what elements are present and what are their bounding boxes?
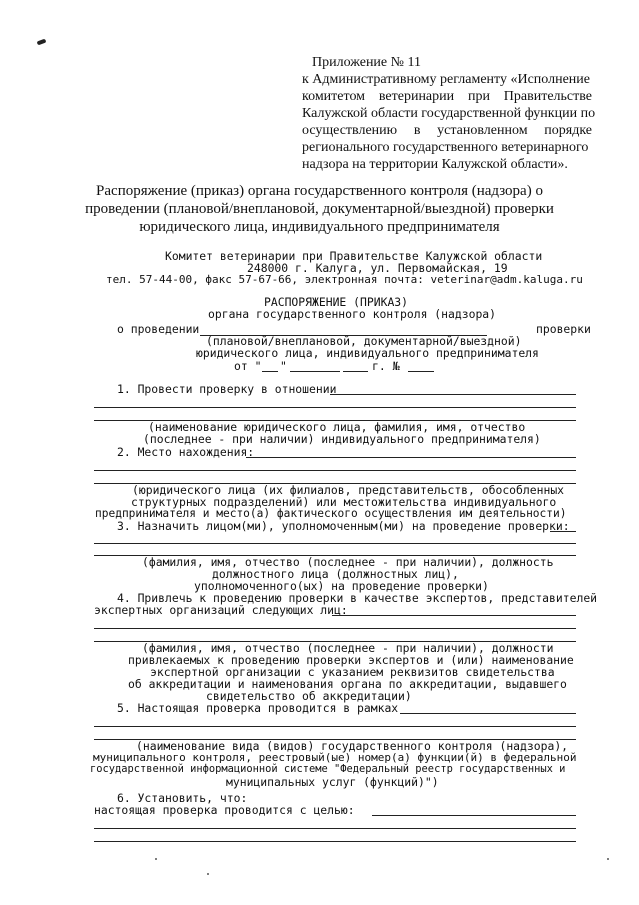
- item-4-note: экспертной организации с указанием реквизитов свидетельства: [150, 665, 555, 679]
- item-4-note: привлекаемых к проведению проверки экспертов и (или) наименование: [128, 653, 574, 667]
- item-4-blank[interactable]: [332, 615, 576, 616]
- order-type-note: (плановой/внеплановой, документарной/выездной): [206, 334, 522, 348]
- item-4-note: (фамилия, имя, отчество (последнее - при наличии), должности: [142, 641, 554, 655]
- scan-artifact: [155, 858, 157, 860]
- item-3-blank[interactable]: [94, 543, 576, 544]
- item-4-label: экспертных организаций следующих лиц:: [94, 603, 348, 617]
- item-2-note: (юридического лица (их филиалов, представительств, обособленных: [132, 483, 565, 497]
- item-6-blank[interactable]: [372, 815, 576, 816]
- document-heading: Распоряжение (приказ) органа государственного контроля (надзора) о: [96, 183, 543, 199]
- org-name: Комитет ветеринарии при Правительстве Калужской области: [165, 249, 543, 263]
- item-3-note: (фамилия, имя, отчество (последнее - при наличии), должность: [142, 555, 554, 569]
- appendix-title: Приложение № 11: [312, 55, 421, 70]
- item-5-blank[interactable]: [94, 726, 576, 727]
- order-number-blank[interactable]: [408, 371, 434, 372]
- item-1-note: (наименование юридического лица, фамилия, имя, отчество: [148, 420, 526, 434]
- item-3-blank[interactable]: [550, 531, 576, 532]
- appendix-line: надзора на территории Калужской области».: [302, 157, 568, 172]
- item-6-label: 6. Установить, что:: [117, 791, 248, 805]
- item-2-note: структурных подразделений) или местожительства индивидуального: [131, 495, 557, 509]
- appendix-line: комитетом ветеринарии при Правительстве: [302, 89, 592, 104]
- scan-artifact: [207, 873, 209, 875]
- item-2-blank[interactable]: [246, 457, 576, 458]
- order-number-label: г. №: [372, 359, 400, 373]
- order-about-suffix: проверки: [536, 322, 591, 336]
- item-3-note: должностного лица (должностных лиц),: [212, 567, 459, 581]
- order-about-prefix: о проведении: [117, 322, 200, 336]
- item-1-blank[interactable]: [330, 394, 576, 395]
- appendix-line: регионального государственного ветеринарного: [302, 140, 589, 155]
- item-2-note: предпринимателя и место(а) фактического осуществления им деятельности): [95, 507, 567, 520]
- appendix-line: Калужской области государственной функции по: [302, 106, 596, 121]
- org-contacts: тел. 57-44-00, факс 57-67-66, электронная почта: veterinar@adm.kaluga.ru: [106, 273, 583, 286]
- item-6-blank[interactable]: [94, 841, 576, 842]
- item-5-blank[interactable]: [400, 713, 576, 714]
- item-5-note: государственной информационной системе "Федеральный реестр государственных и: [90, 763, 566, 775]
- appendix-line: к Административному регламенту «Исполнение: [302, 72, 590, 87]
- item-5-note: муниципальных услуг (функций)"): [226, 775, 439, 789]
- scan-artifact: [37, 39, 47, 46]
- order-subtitle: органа государственного контроля (надзора): [208, 307, 497, 321]
- item-5-note: муниципального контроля, реестровый(ые) номер(а) функции(й) в федеральной: [93, 751, 577, 764]
- document-heading: проведении (плановой/внеплановой, документарной/выездной) проверки: [85, 201, 554, 217]
- item-4-note: свидетельство об аккредитации): [206, 689, 412, 703]
- item-5-note: (наименование вида (видов) государственного контроля (надзора),: [136, 739, 569, 753]
- item-6-purpose-label: настоящая проверка проводится с целью:: [94, 803, 355, 817]
- order-subject-note: юридического лица, индивидуального предпринимателя: [196, 346, 539, 360]
- item-2-label: 2. Место нахождения:: [117, 445, 255, 459]
- item-6-blank[interactable]: [94, 828, 576, 829]
- item-1-blank[interactable]: [94, 407, 576, 408]
- org-address: 248000 г. Калуга, ул. Первомайская, 19: [247, 261, 508, 275]
- item-2-blank[interactable]: [94, 470, 576, 471]
- item-4-note: об аккредитации и наименования органа по аккредитации, выдавшего: [128, 677, 567, 691]
- item-3-label: 3. Назначить лицом(ми), уполномоченным(ми) на проведение проверки:: [117, 519, 570, 533]
- item-1-label: 1. Провести проверку в отношении: [117, 382, 337, 396]
- item-5-label: 5. Настоящая проверка проводится в рамках: [117, 701, 399, 715]
- order-year-blank[interactable]: [343, 371, 368, 372]
- item-4-blank[interactable]: [94, 628, 576, 629]
- order-month-blank[interactable]: [290, 371, 340, 372]
- item-3-note: уполномоченного(ых) на проведение проверки): [194, 579, 489, 593]
- order-date-quote: ": [280, 359, 287, 373]
- order-date-prefix: от ": [234, 359, 262, 373]
- appendix-line: осуществлению в установленном порядке: [302, 123, 592, 138]
- document-heading: юридического лица, индивидуального предпринимателя: [139, 219, 500, 235]
- item-4-label: 4. Привлечь к проведению проверки в качестве экспертов, представителей: [117, 591, 598, 605]
- order-day-blank[interactable]: [262, 371, 278, 372]
- scan-artifact: [607, 858, 609, 860]
- order-title: РАСПОРЯЖЕНИЕ (ПРИКАЗ): [264, 295, 409, 309]
- item-1-note: (последнее - при наличии) индивидуального предпринимателя): [143, 432, 541, 446]
